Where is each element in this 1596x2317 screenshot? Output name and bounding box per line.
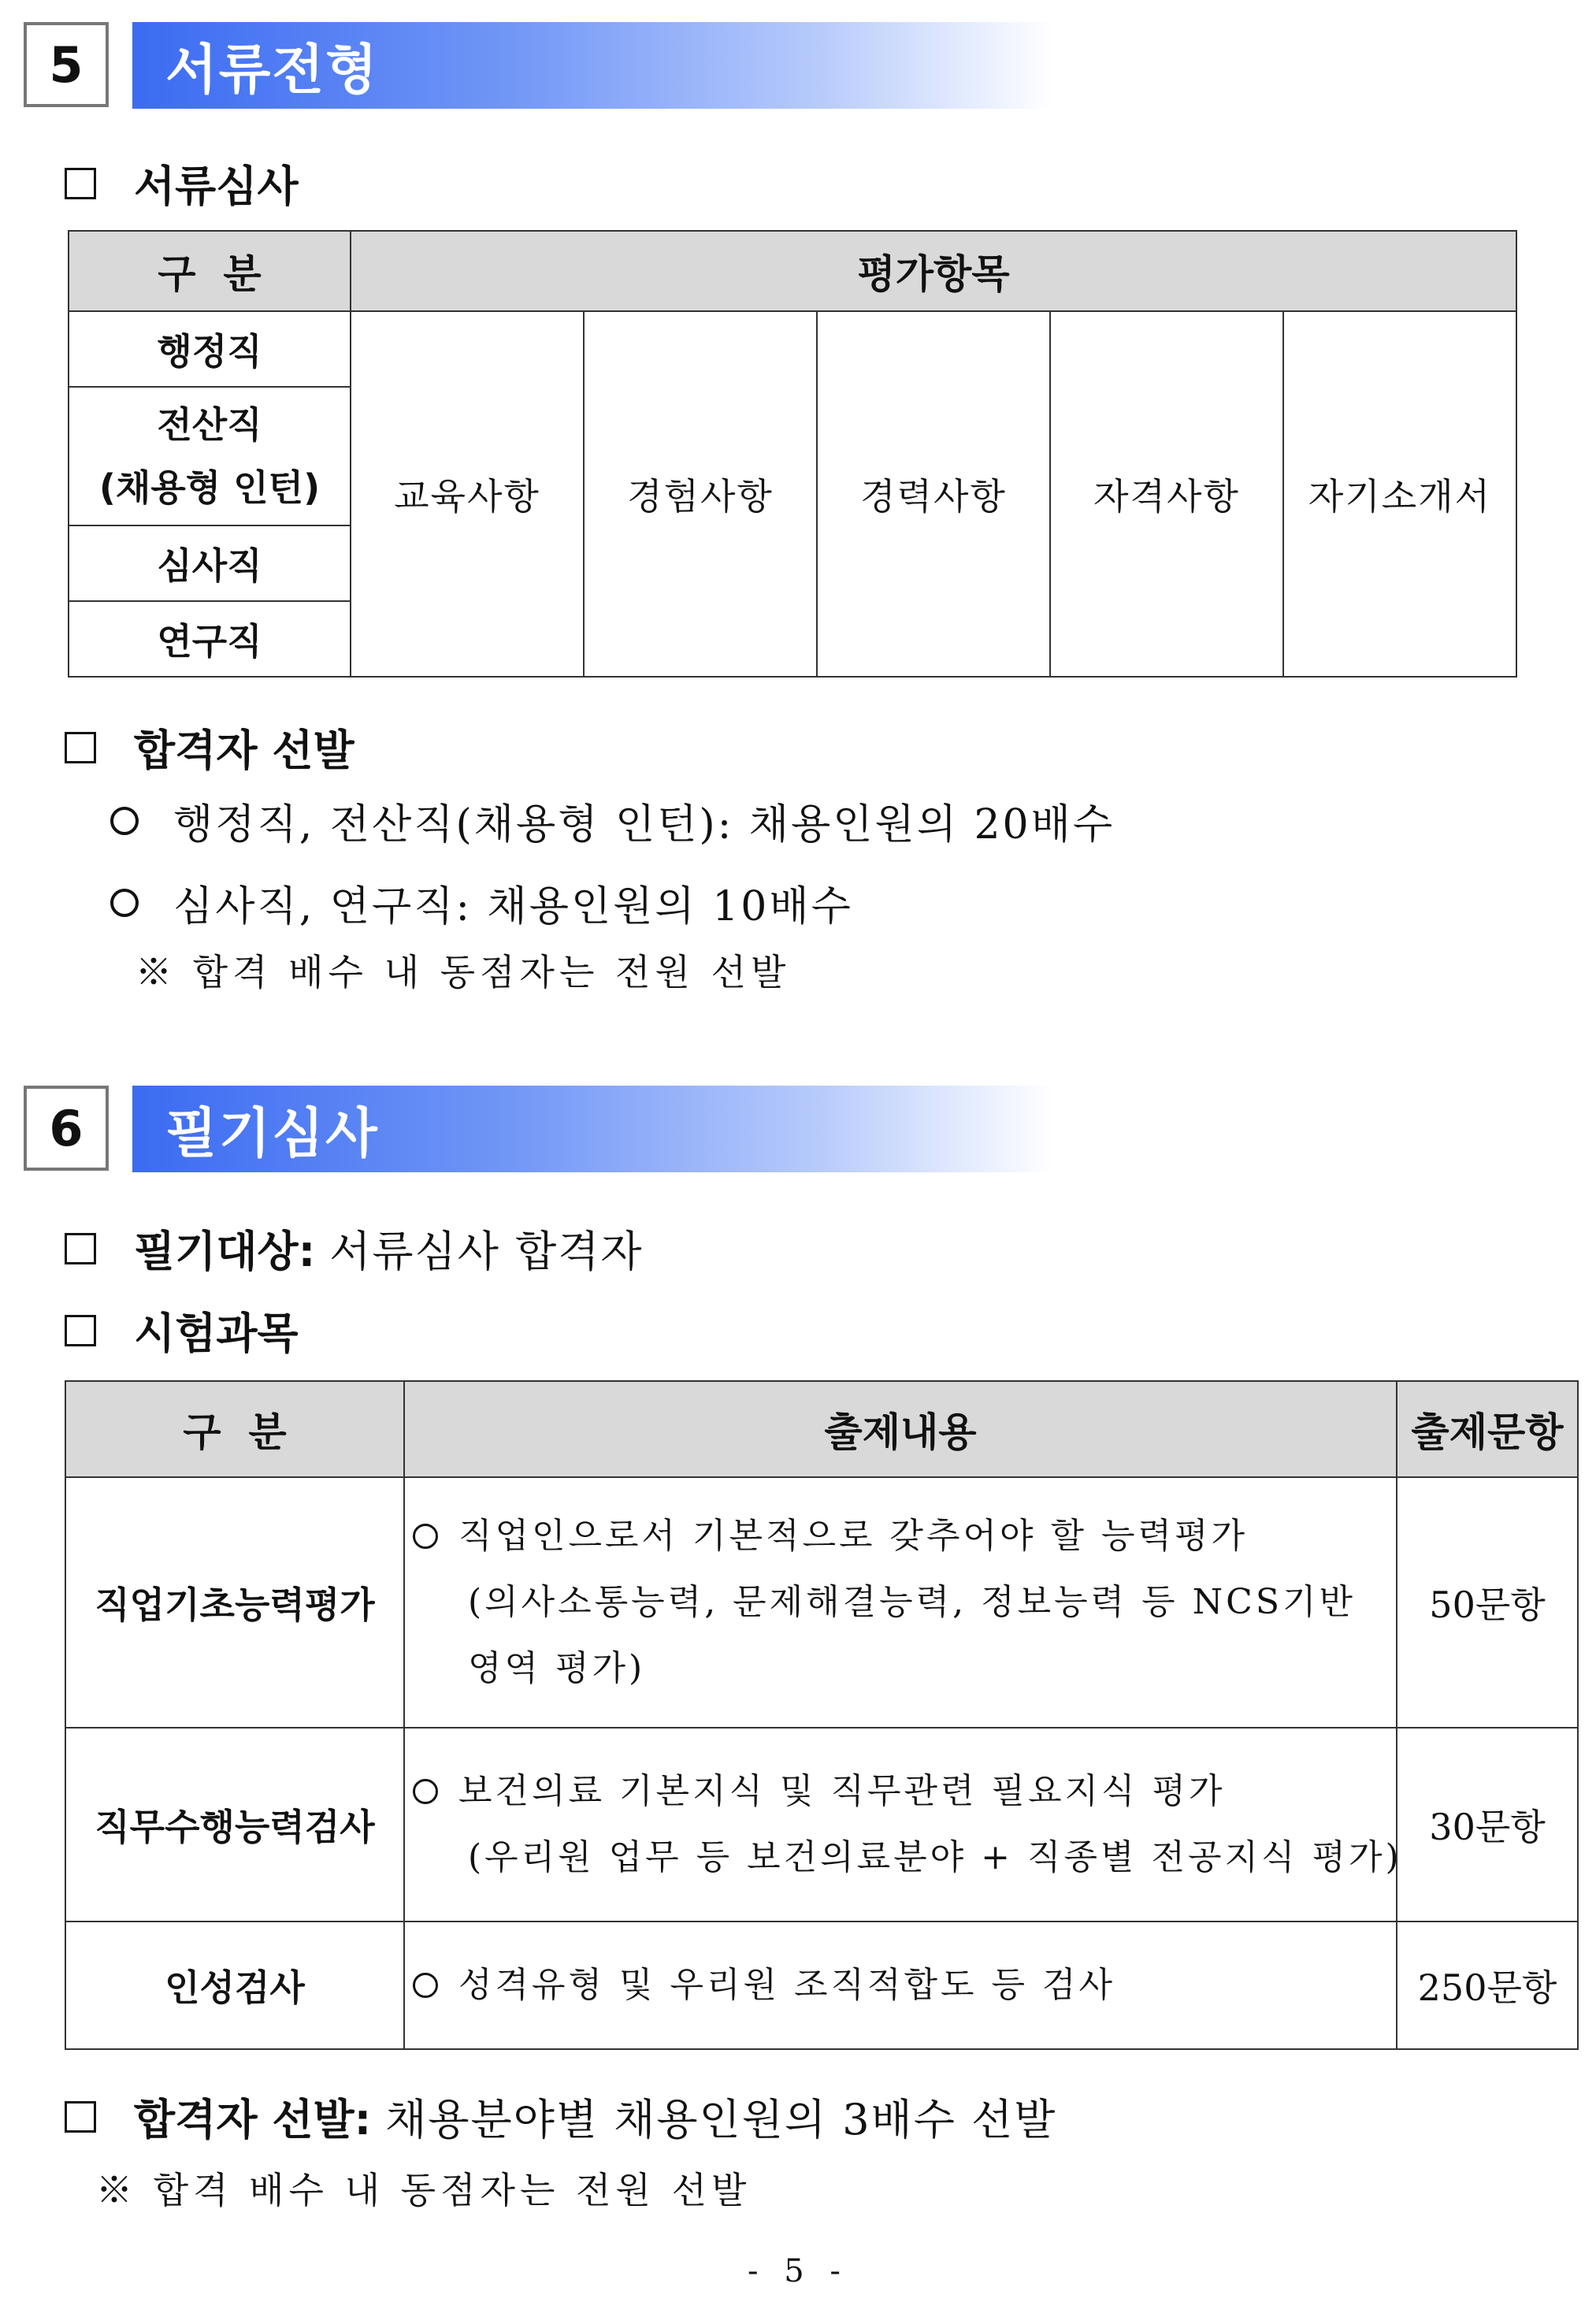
header-content: 출제내용 [404, 1381, 1397, 1477]
row-count: 50문항 [1397, 1477, 1578, 1728]
row-category: 직무수행능력검사 [65, 1728, 404, 1922]
content-line: 직업인으로서 기본적으로 갖추어야 할 능력평가 [458, 1516, 1249, 1556]
section-number: 5 [24, 22, 109, 107]
content-line: 영역 평가) [468, 1648, 646, 1688]
content-line: (우리원 업무 등 보건의료분야 + 직종별 전공지식 평가) [468, 1837, 1402, 1877]
section-number: 6 [24, 1086, 109, 1171]
circle-bullet-icon [413, 1973, 438, 1998]
row-count: 30문항 [1397, 1728, 1578, 1922]
content-line: (의사소통능력, 문제해결능력, 정보능력 등 NCS기반 [468, 1582, 1356, 1622]
subheading-label: 서류심사 [134, 162, 299, 211]
selection-bullet-1 [110, 791, 1115, 850]
table-row [65, 1922, 1578, 2049]
category-it-line2: (채용형 인턴) [98, 466, 321, 509]
header-count: 출제문항 [1397, 1381, 1578, 1477]
section-title: 서류전형 [132, 22, 1054, 109]
checkbox-square-icon [65, 168, 96, 199]
checkbox-square-icon [65, 1233, 96, 1264]
circle-bullet-icon [110, 889, 139, 917]
subheading-subjects [65, 1300, 299, 1361]
selection-bullet-2 [110, 873, 853, 932]
category-admin: 행정직 [69, 311, 351, 387]
circle-bullet-icon [110, 807, 139, 835]
item-self-introduction: 자기소개서 [1283, 311, 1516, 677]
table-row [65, 1728, 1578, 1922]
subheading-label: 시험과목 [134, 1309, 299, 1358]
row-content [404, 1477, 1397, 1728]
subheading-label: 합격자 선발 [134, 726, 354, 775]
circle-bullet-icon [413, 1524, 438, 1549]
subjects-table [65, 1380, 1579, 2050]
evaluation-table [68, 230, 1517, 678]
selection-note: ※ 합격 배수 내 동점자는 전원 선발 [135, 951, 791, 993]
item-qualification: 자격사항 [1050, 311, 1283, 677]
table-row [65, 1477, 1578, 1728]
item-career: 경력사항 [817, 311, 1050, 677]
item-education: 교육사항 [351, 311, 584, 677]
category-research: 연구직 [69, 601, 351, 677]
circle-bullet-icon [413, 1779, 438, 1804]
category-it [69, 387, 351, 525]
subheading-selection [65, 717, 354, 778]
row-content [404, 1922, 1397, 2049]
subheading-document-review [65, 153, 299, 214]
final-selection-note: ※ 합격 배수 내 동점자는 전원 선발 [96, 2169, 752, 2211]
content-line: 성격유형 및 우리원 조직적합도 등 검사 [458, 1965, 1115, 2005]
header-category: 구 분 [69, 231, 351, 311]
subheading-value: 채용분야별 채용인원의 3배수 선발 [385, 2095, 1057, 2144]
header-category: 구 분 [65, 1381, 404, 1477]
checkbox-square-icon [65, 2101, 96, 2133]
header-evaluation-items: 평가항목 [351, 231, 1516, 311]
row-category: 직업기초능력평가 [65, 1477, 404, 1728]
content-line: 보건의료 기본지식 및 직무관련 필요지식 평가 [458, 1771, 1226, 1811]
page-number: - 5 - [748, 2253, 848, 2289]
bullet-text: 심사직, 연구직: 채용인원의 10배수 [173, 883, 853, 930]
checkbox-square-icon [65, 732, 96, 763]
subheading-final-selection [65, 2086, 1056, 2147]
checkbox-square-icon [65, 1315, 96, 1346]
section-title: 필기심사 [132, 1086, 1054, 1172]
category-it-line1: 전산직 [157, 403, 262, 446]
subheading-value: 서류심사 합격자 [329, 1227, 644, 1276]
row-category: 인성검사 [65, 1922, 404, 2049]
subheading-label: 필기대상: [134, 1227, 316, 1276]
row-count: 250문항 [1397, 1922, 1578, 2049]
item-experience: 경험사항 [584, 311, 817, 677]
subheading-written-target [65, 1218, 644, 1279]
subheading-label: 합격자 선발: [134, 2095, 372, 2144]
category-review: 심사직 [69, 525, 351, 601]
bullet-text: 행정직, 전산직(채용형 인턴): 채용인원의 20배수 [173, 801, 1115, 848]
row-content [404, 1728, 1402, 1922]
